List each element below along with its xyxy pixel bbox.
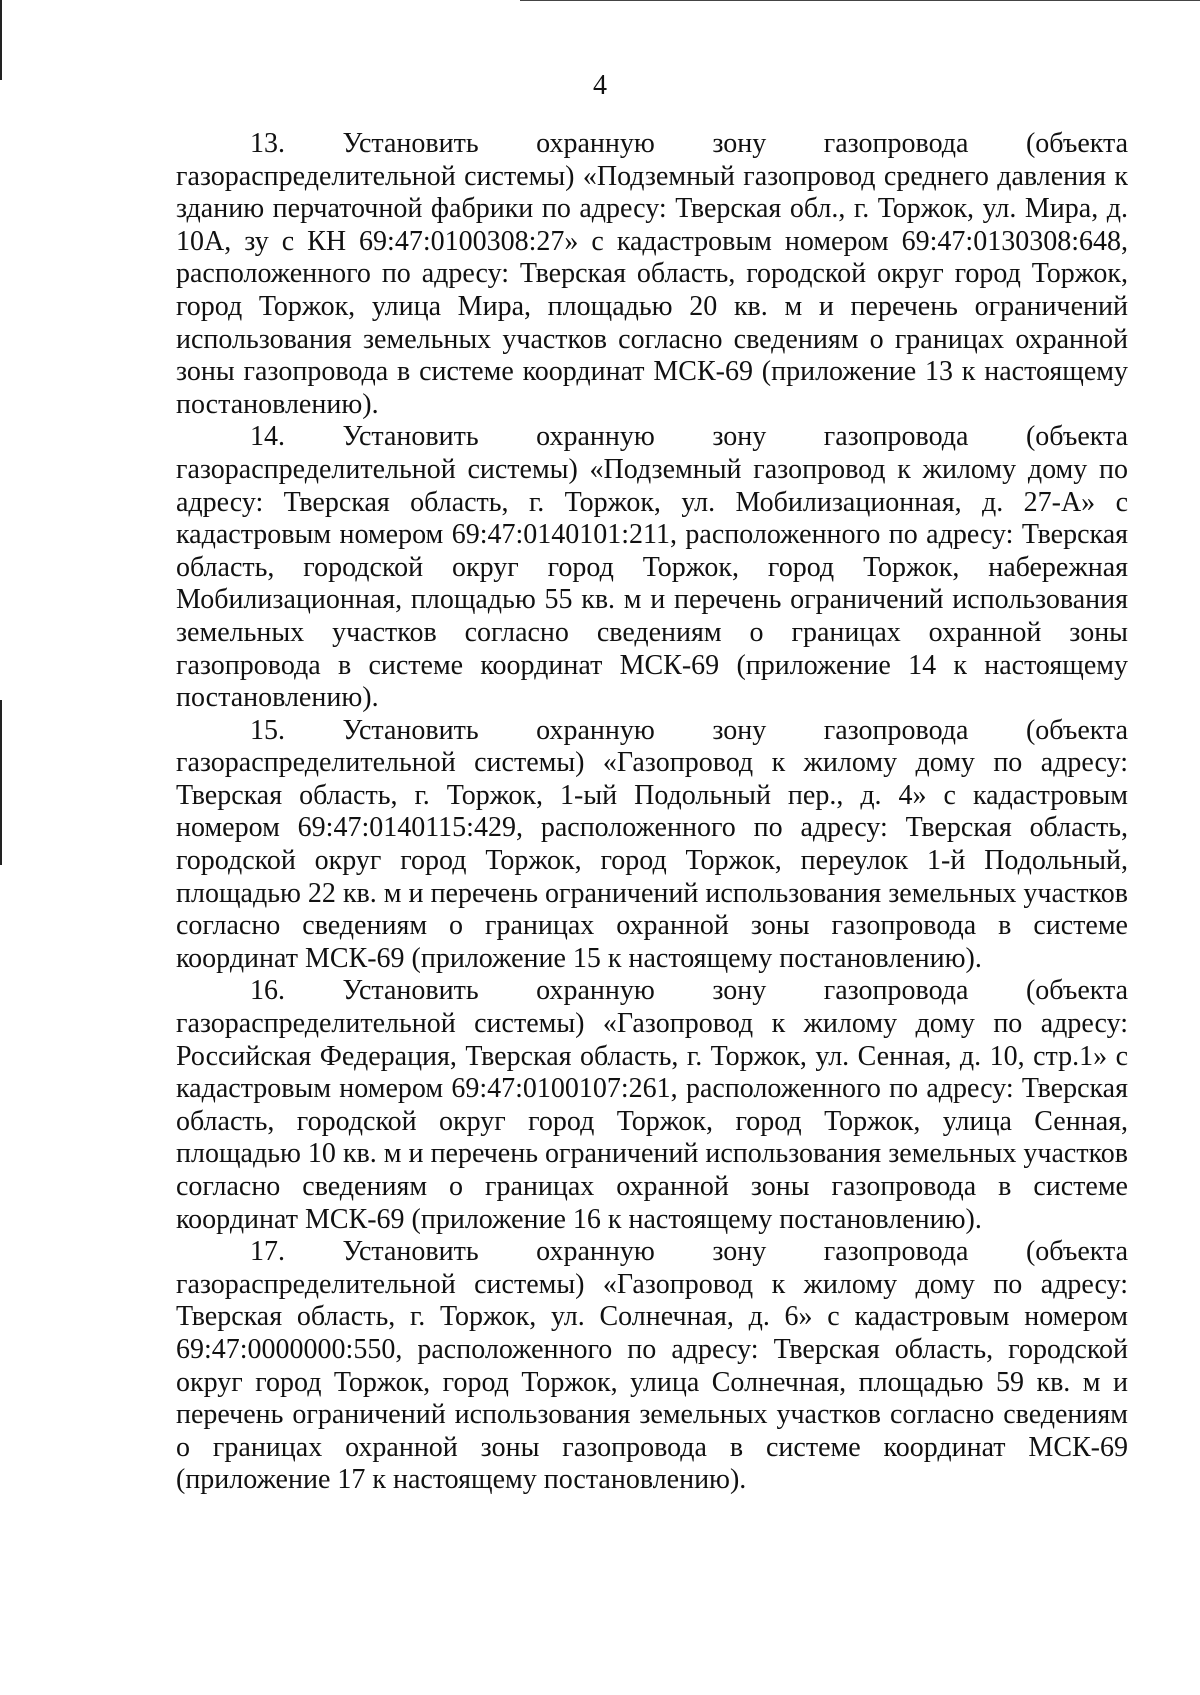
- paragraph-13: 13. Установить охранную зону газопровода (объекта газораспределительной системы) «Подземный газопровод среднего давления к зданию перчаточной фабрики по адресу: Тверская обл., г. Торжок, ул. Мира, д. 10А, зу с КН 69:47:0100308:27» с кадастровым номером 69:47:0130308:648, расположенного по адресу: Тверская область, городской округ город Торжок, город Торжок, улица Мира, площадью 20 кв. м и перечень ограничений использования земельных участков согласно сведениям о границах охранной зоны газопровода в системе координат МСК-69 (приложение 13 к настоящему постановлению).: [176, 128, 1128, 420]
- scan-edge-left-upper: [0, 0, 2, 80]
- page-number: 4: [593, 70, 607, 101]
- paragraph-17: 17. Установить охранную зону газопровода (объекта газораспределительной системы) «Газопровод к жилому дому по адресу: Тверская область, г. Торжок, ул. Солнечная, д. 6» с кадастровым номером 69:47:0000000:550, расположенного по адресу: Тверская область, городской округ город Торжок, город Торжок, улица Солнечная, площадью 59 кв. м и перечень ограничений использования земельных участков согласно сведениям о границах охранной зоны газопровода в системе координат МСК-69 (приложение 17 к настоящему постановлению).: [176, 1236, 1128, 1496]
- document-body: [176, 128, 1128, 1497]
- scan-edge-left-lower: [0, 700, 2, 865]
- scan-edge-top: [520, 0, 1200, 1]
- paragraph-15: 15. Установить охранную зону газопровода (объекта газораспределительной системы) «Газопровод к жилому дому по адресу: Тверская область, г. Торжок, 1-ый Подольный пер., д. 4» с кадастровым номером 69:47:0140115:429, расположенного по адресу: Тверская область, городской округ город Торжок, город Торжок, переулок 1-й Подольный, площадью 22 кв. м и перечень ограничений использования земельных участков согласно сведениям о границах охранной зоны газопровода в системе координат МСК-69 (приложение 15 к настоящему постановлению).: [176, 714, 1128, 974]
- paragraph-14: 14. Установить охранную зону газопровода (объекта газораспределительной системы) «Подземный газопровод к жилому дому по адресу: Тверская область, г. Торжок, ул. Мобилизационная, д. 27-А» с кадастровым номером 69:47:0140101:211, расположенного по адресу: Тверская область, городской округ город Торжок, город Торжок, набережная Мобилизационная, площадью 55 кв. м и перечень ограничений использования земельных участков согласно сведениям о границах охранной зоны газопровода в системе координат МСК-69 (приложение 14 к настоящему постановлению).: [176, 421, 1128, 714]
- paragraph-16: 16. Установить охранную зону газопровода (объекта газораспределительной системы) «Газопровод к жилому дому по адресу: Российская Федерация, Тверская область, г. Торжок, ул. Сенная, д. 10, стр.1» с кадастровым номером 69:47:0100107:261, расположенного по адресу: Тверская область, городской округ город Торжок, город Торжок, улица Сенная, площадью 10 кв. м и перечень ограничений использования земельных участков согласно сведениям о границах охранной зоны газопровода в системе координат МСК-69 (приложение 16 к настоящему постановлению).: [176, 975, 1128, 1235]
